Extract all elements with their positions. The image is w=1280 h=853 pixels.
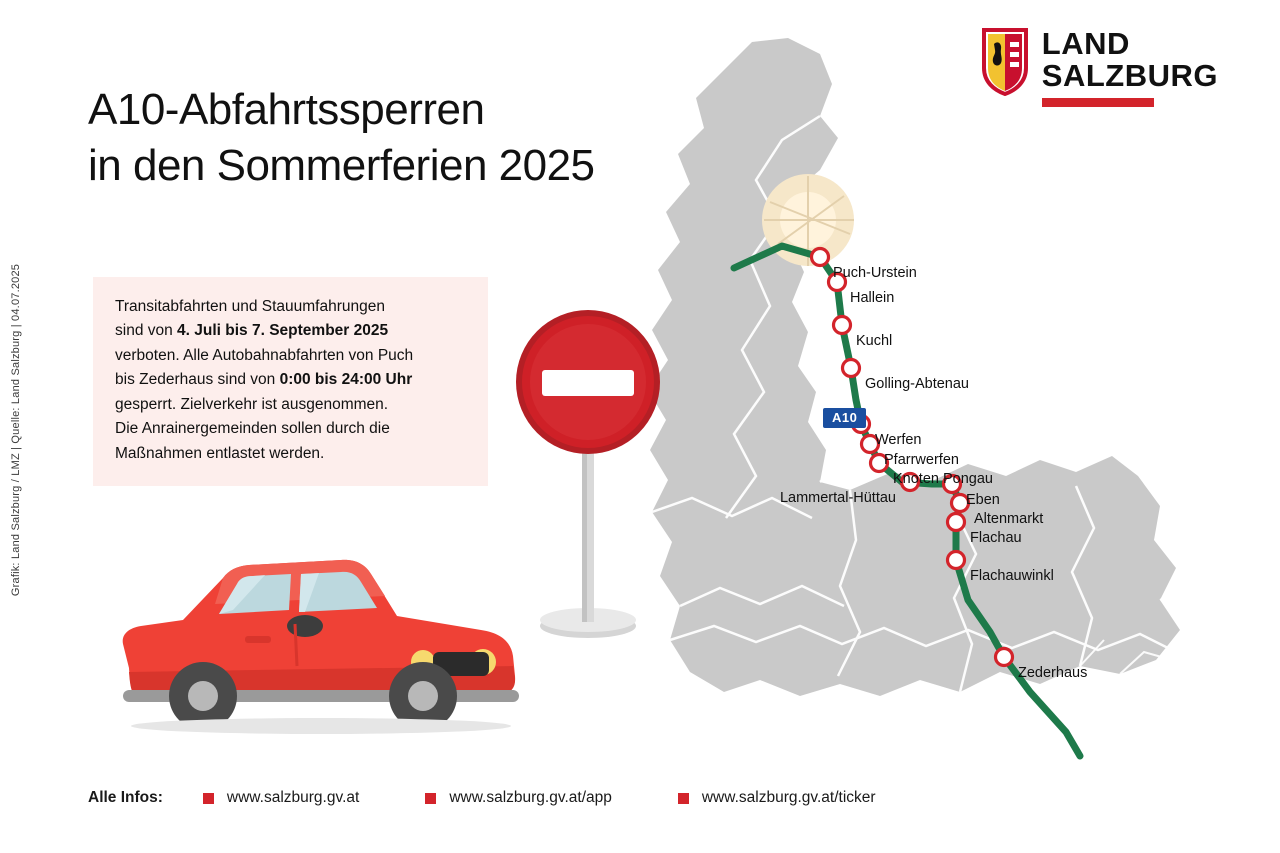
- map-state-shape: [648, 38, 1180, 696]
- exit-label-werfen: Werfen: [875, 432, 922, 448]
- info-text-3: verboten. Alle Autobahnabfahrten von Puch: [115, 346, 414, 364]
- bullet-square-icon: [678, 793, 689, 804]
- a10-route-badge: A10: [823, 408, 866, 428]
- info-hours: 0:00 bis 24:00 Uhr: [279, 371, 413, 389]
- footer-links: [88, 789, 876, 807]
- exit-label-golling-abtenau: Golling-Abtenau: [865, 376, 969, 392]
- exit-label-kuchl: Kuchl: [856, 333, 893, 349]
- exit-label-eben: Eben: [966, 492, 1000, 508]
- footer-label: Alle Infos:: [88, 789, 163, 806]
- bullet-square-icon: [203, 793, 214, 804]
- exit-label-flachau: Flachau: [970, 530, 1022, 546]
- info-text-1: Transitabfahrten und Stauumfahrungen: [115, 298, 385, 315]
- bullet-square-icon: [425, 793, 436, 804]
- exit-label-zederhaus: Zederhaus: [1018, 665, 1088, 681]
- footer-link-1-text: www.salzburg.gv.at: [226, 789, 360, 806]
- page-title-line2: in den Sommerferien 2025: [88, 141, 595, 191]
- info-text-2: sind von: [115, 322, 178, 340]
- page-title: [88, 82, 595, 195]
- info-text-4: bis Zederhaus sind von: [115, 371, 280, 389]
- exit-label-hallein: Hallein: [850, 290, 895, 306]
- red-car-illustration: [105, 548, 535, 738]
- exit-label-knoten-pongau: Knoten Pongau: [893, 471, 993, 487]
- footer-link-2-text: www.salzburg.gv.at/app: [449, 789, 612, 806]
- exit-label-flachauwinkl: Flachauwinkl: [970, 568, 1054, 584]
- no-entry-sign-illustration: [516, 300, 696, 650]
- exit-label-lammertal-huettau: Lammertal-Hüttau: [779, 490, 896, 506]
- footer-link-3[interactable]: [678, 789, 876, 807]
- footer-link-2[interactable]: [425, 789, 612, 807]
- info-box: [93, 277, 488, 486]
- credit-line: Grafik: Land Salzburg / LMZ | Quelle: Land Salzburg | 04.07.2025: [10, 263, 22, 597]
- info-dates: 4. Juli bis 7. September 2025: [177, 322, 389, 340]
- info-text-6: Die Anrainergemeinden sollen durch die: [115, 420, 390, 438]
- logo-text-line1: LAND: [1041, 26, 1130, 61]
- exit-label-pfarrwerfen: Pfarrwerfen: [884, 452, 959, 468]
- exit-label-puch-urstein: Puch-Urstein: [833, 265, 917, 281]
- info-text-5: gesperrt. Zielverkehr ist ausgenommen.: [115, 395, 389, 413]
- info-text-7: Maßnahmen entlastet werden.: [115, 444, 325, 462]
- page-title-line1: A10-Abfahrtssperren: [88, 85, 485, 134]
- exit-label-altenmarkt: Altenmarkt: [974, 511, 1044, 527]
- logo-text-line2: SALZBURG: [1041, 57, 1218, 93]
- footer-link-3-text: www.salzburg.gv.at/ticker: [701, 789, 876, 806]
- footer-link-1[interactable]: [203, 789, 359, 807]
